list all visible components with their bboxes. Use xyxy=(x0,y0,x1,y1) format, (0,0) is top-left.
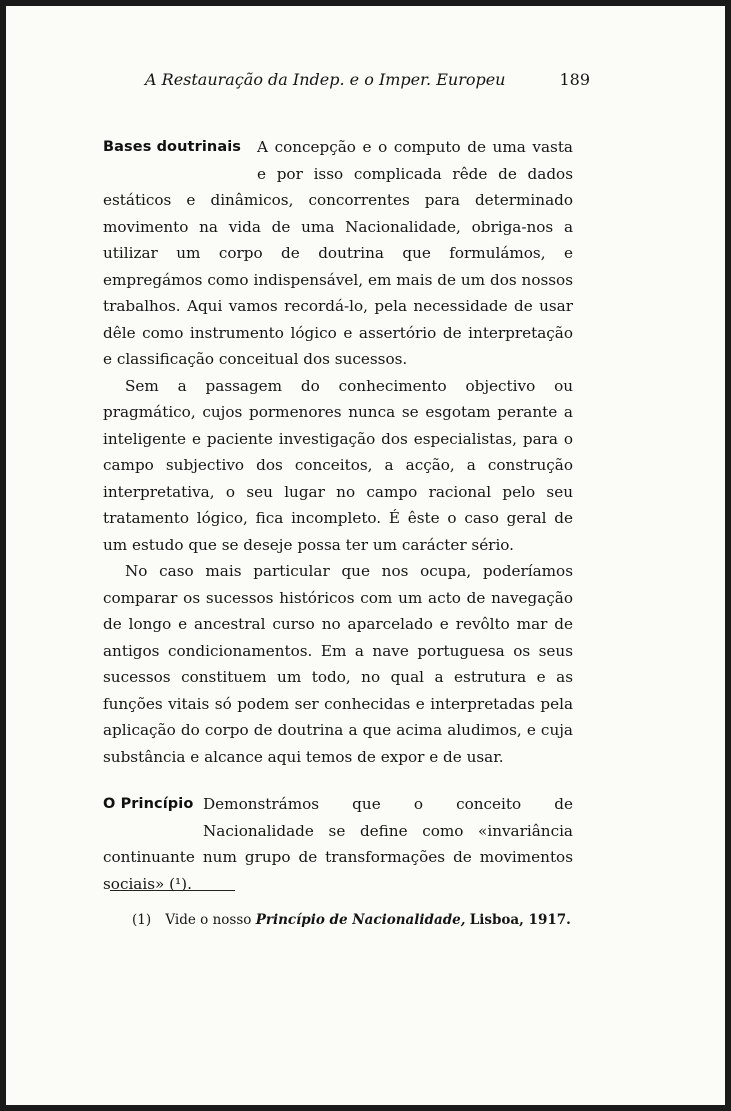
book-page xyxy=(6,6,725,1105)
section-heading: O Princípio xyxy=(103,796,194,812)
footnote xyxy=(132,912,571,928)
paragraph: No caso mais particular que nos ocupa, poderíamos comparar os sucessos históricos com um acto de navegação de longo e ancestral curso no aparcelado e revôlto mar de antigos condicionamentos. Em a nave portuguesa os seus sucessos constituem um todo, no qual a estrutura e as funções vitais só podem ser conhecidas e interpretadas pela aplicação do corpo de doutrina a que acima aludimos, e cuja substância e alcance aqui temos de expor e de usar. xyxy=(103,562,573,766)
footnote-rule xyxy=(110,890,235,891)
section-heading: Bases doutrinais xyxy=(103,139,242,155)
paragraph: A concepção e o computo de uma vasta e por isso complicada rêde de dados estáticos e dinâmicos, concorrentes para determinado movimento na vida de uma Nacionalidade, obriga-nos a utilizar um corpo de doutrina que formulámos, e empregámos como indispensável, em mais de um dos nossos trabalhos. Aqui vamos recordá-lo, pela necessidade de usar dêle como instrumento lógico e assertório de interpretação e classificação conceitual dos sucessos. xyxy=(103,138,573,368)
footnote-text-prefix: Vide o nosso xyxy=(165,912,252,928)
footnote-label: (1) xyxy=(132,912,152,928)
section-o-principio xyxy=(103,791,573,897)
body-text xyxy=(103,134,573,897)
paragraph: Sem a passagem do conhecimento objectivo ou pragmático, cujos pormenores nunca se esgotam perante a inteligente e paciente investigação dos especialistas, para o campo subjectivo dos conceitos, a acção, a construção interpretativa, o seu lugar no campo racional pelo seu tratamento lógico, fica incompleto. É êste o caso geral de um estudo que se deseje possa ter um carácter sério. xyxy=(103,376,573,554)
section-bases-doutrinais xyxy=(103,134,573,770)
running-head xyxy=(145,70,590,96)
footnote-text-suffix: Lisboa, 1917. xyxy=(469,912,571,928)
running-head-title: A Restauração da Indep. e o Imper. Europeu xyxy=(145,70,506,89)
paragraph: Demonstrámos que o conceito de Nacionalidade se define como «invariância continuante num grupo de transformações de movimentos sociais» (¹). xyxy=(103,795,573,893)
page-number: 189 xyxy=(559,70,590,89)
footnote-work-title: Princípio de Nacionalidade, xyxy=(255,912,466,928)
